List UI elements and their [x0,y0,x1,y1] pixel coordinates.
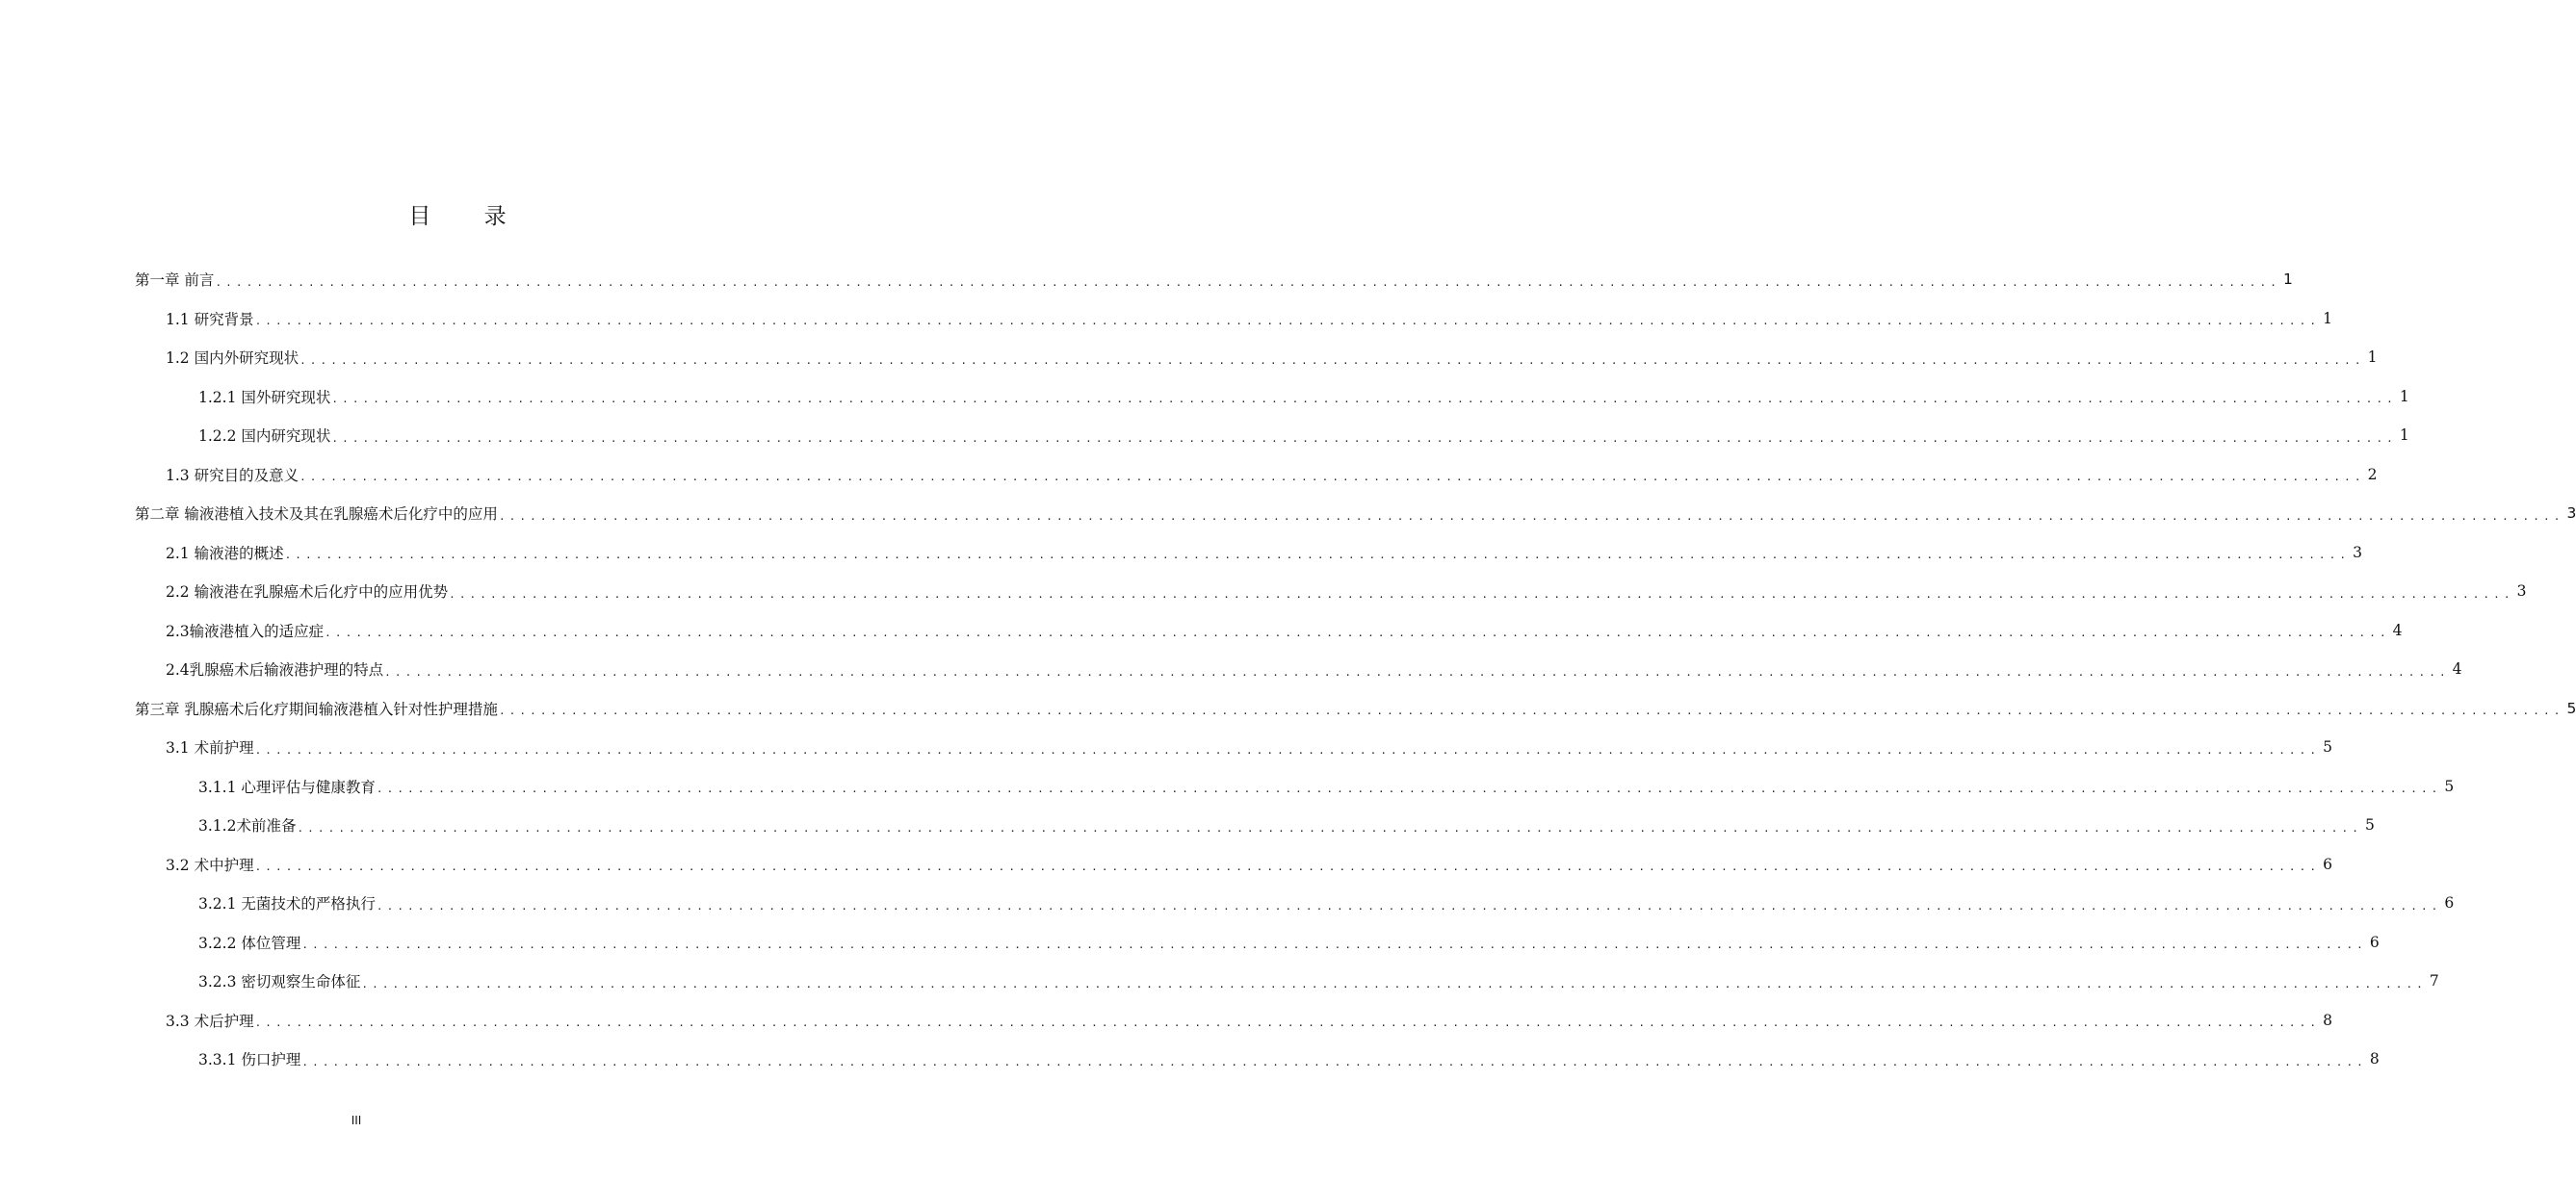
toc-dot-leader: ........................................................................................................................................................................................................ [254,743,2321,757]
toc-dot-leader: ........................................................................................................................................................................................................ [376,899,2442,913]
page-number-footer: III [351,1114,362,1127]
toc-entry[interactable] [135,377,2409,417]
toc-entry-title: 3.3.1 伤口护理 [198,1051,301,1069]
toc-dot-leader: ........................................................................................................................................................................................................ [299,353,2365,367]
toc-dot-leader: ........................................................................................................................................................................................................ [449,587,2514,601]
toc-dot-leader: ........................................................................................................................................................................................................ [498,509,2564,523]
toc-entry[interactable] [135,728,2332,767]
toc-entry-title: 3.1 术前护理 [166,739,254,758]
toc-entry[interactable] [135,611,2403,651]
toc-entry-page-number: 1 [2367,348,2378,367]
toc-entry[interactable] [135,650,2462,689]
toc-entry-title: 3.2 术中护理 [166,856,254,874]
toc-entry[interactable] [135,1001,2332,1041]
toc-entry-page-number: 3 [2566,504,2576,523]
toc-entry[interactable] [135,455,2378,495]
toc-entry[interactable] [135,962,2439,1001]
toc-entry-page-number: 6 [2444,894,2455,913]
toc-entry[interactable] [135,767,2455,807]
toc-entry[interactable] [135,533,2362,573]
table-of-contents [135,260,2576,1079]
toc-entry[interactable] [135,923,2380,963]
toc-entry-page-number: 5 [2444,777,2455,795]
toc-entry-title: 3.1.1 心理评估与健康教育 [198,778,376,796]
toc-entry[interactable] [135,260,2293,299]
toc-entry-page-number: 7 [2429,972,2439,991]
toc-entry-page-number: 1 [2399,426,2409,445]
toc-entry-page-number: 4 [2452,660,2462,679]
toc-dot-leader: ........................................................................................................................................................................................................ [299,471,2365,484]
toc-entry[interactable] [135,494,2576,533]
toc-entry-title: 3.2.1 无菌技术的严格执行 [198,895,376,914]
toc-entry[interactable] [135,1040,2380,1079]
toc-dot-leader: ........................................................................................................................................................................................................ [331,393,2397,406]
toc-entry[interactable] [135,884,2455,923]
toc-entry-page-number: 3 [2516,582,2527,601]
toc-entry-page-number: 1 [2323,309,2332,327]
toc-entry[interactable] [135,572,2527,611]
toc-dot-leader: ........................................................................................................................................................................................................ [215,275,2280,289]
toc-entry-title: 1.2.1 国外研究现状 [198,388,331,406]
toc-entry-page-number: 5 [2323,738,2332,757]
toc-dot-leader: ........................................................................................................................................................................................................ [376,783,2442,796]
toc-dot-leader: ........................................................................................................................................................................................................ [254,1017,2321,1030]
toc-entry-title: 第一章 前言 [135,271,215,290]
toc-entry-page-number: 6 [2323,855,2332,873]
toc-entry-title: 第二章 输液港植入技术及其在乳腺癌术后化疗中的应用 [135,505,498,524]
toc-dot-leader: ........................................................................................................................................................................................................ [301,939,2367,952]
toc-dot-leader: ........................................................................................................................................................................................................ [331,431,2397,445]
toc-entry-title: 2.3输液港植入的适应症 [166,622,325,640]
toc-dot-leader: ........................................................................................................................................................................................................ [297,821,2362,835]
toc-dot-leader: ........................................................................................................................................................................................................ [301,1055,2367,1068]
toc-entry-page-number: 8 [2323,1011,2332,1029]
toc-entry-title: 1.2 国内外研究现状 [166,349,299,368]
toc-entry-title: 第三章 乳腺癌术后化疗期间输液港植入针对性护理措施 [135,700,498,718]
toc-entry-page-number: 1 [2399,387,2409,405]
toc-entry-page-number: 3 [2353,543,2362,561]
toc-entry[interactable] [135,806,2375,845]
toc-entry[interactable] [135,338,2378,377]
toc-entry-title: 1.1 研究背景 [166,310,254,328]
toc-entry-page-number: 4 [2392,621,2403,639]
toc-entry-title: 2.4乳腺癌术后输液港护理的特点 [166,661,384,680]
toc-entry-title: 3.1.2术前准备 [198,817,297,836]
toc-dot-leader: ........................................................................................................................................................................................................ [284,549,2351,562]
toc-entry-title: 1.3 研究目的及意义 [166,466,299,484]
toc-entry-page-number: 1 [2282,270,2293,289]
toc-entry-title: 1.2.2 国内研究现状 [198,427,331,446]
toc-entry[interactable] [135,689,2576,729]
toc-dot-leader: ........................................................................................................................................................................................................ [384,665,2450,679]
toc-entry-title: 3.2.2 体位管理 [198,934,301,952]
toc-entry-page-number: 5 [2566,699,2576,717]
toc-dot-leader: ........................................................................................................................................................................................................ [325,627,2390,640]
toc-entry-title: 3.2.3 密切观察生命体征 [198,973,361,991]
toc-dot-leader: ........................................................................................................................................................................................................ [254,861,2321,874]
toc-entry[interactable] [135,416,2409,455]
toc-entry-page-number: 8 [2369,1050,2380,1068]
toc-dot-leader: ........................................................................................................................................................................................................ [498,705,2564,718]
toc-dot-leader: ........................................................................................................................................................................................................ [254,315,2321,328]
toc-entry-title: 3.3 术后护理 [166,1012,254,1030]
toc-entry-page-number: 5 [2364,816,2375,835]
toc-entry-title: 2.1 输液港的概述 [166,544,284,562]
toc-dot-leader: ........................................................................................................................................................................................................ [361,977,2427,991]
toc-entry-page-number: 6 [2369,933,2380,951]
toc-entry-page-number: 2 [2367,465,2378,483]
toc-entry-title: 2.2 输液港在乳腺癌术后化疗中的应用优势 [166,583,449,602]
toc-entry[interactable] [135,299,2332,339]
toc-entry[interactable] [135,845,2332,885]
toc-title: 目 录 [408,204,530,229]
